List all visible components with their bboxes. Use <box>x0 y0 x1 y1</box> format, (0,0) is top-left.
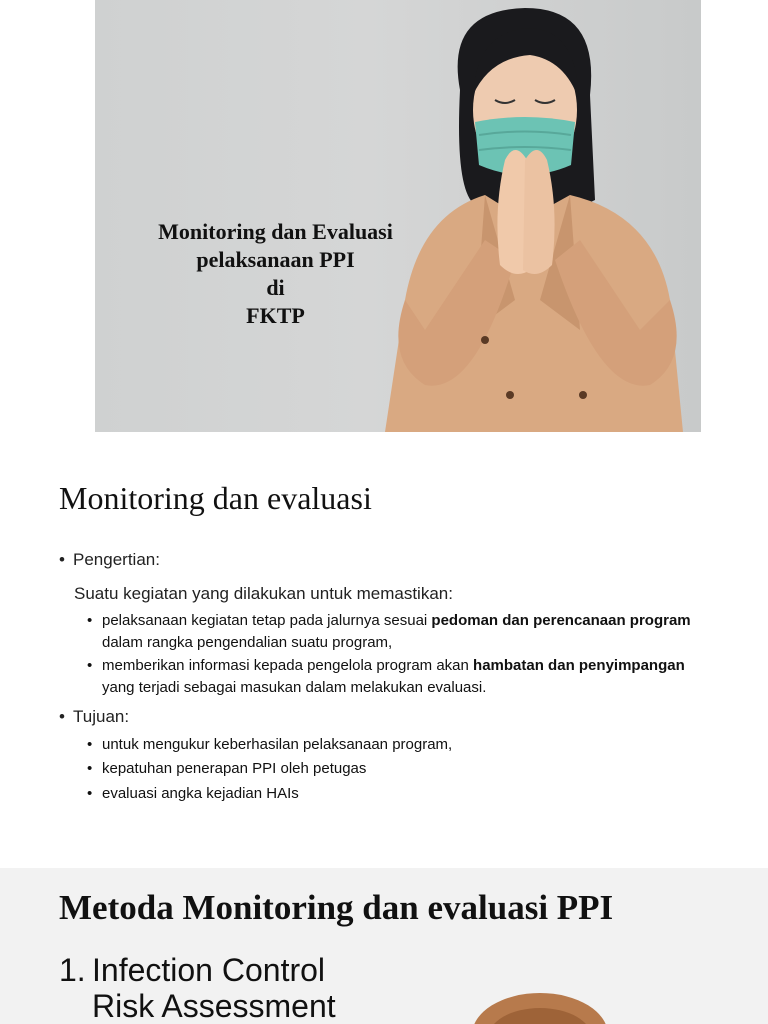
pengertian-intro: Suatu kegiatan yang dilakukan untuk memastikan: <box>74 584 453 603</box>
slide-heading: Metoda Monitoring dan evaluasi PPI <box>59 888 614 927</box>
bullet-pengertian <box>59 550 160 570</box>
sub-bullet-bold: pedoman dan perencanaan program <box>431 612 691 629</box>
title-line-2: pelaksanaan PPI <box>196 247 355 272</box>
sub-bullet <box>87 610 717 654</box>
title-line-4: FKTP <box>246 303 305 328</box>
bullet-dot-icon: • <box>87 657 93 674</box>
title-line-3: di <box>266 275 285 300</box>
sub-bullet-text: untuk mengukur keberhasilan pelaksanaan program, <box>102 736 453 753</box>
bullet-dot-icon: • <box>87 736 93 753</box>
item-line-2: Risk Assessment <box>92 988 336 1024</box>
sub-bullet-text: dalam rangka pengendalian suatu program, <box>102 634 393 651</box>
sub-bullet-text: memberikan informasi kepada pengelola program akan <box>102 657 474 674</box>
sub-bullet-text: yang terjadi sebagai masukan dalam melakukan evaluasi. <box>102 679 487 696</box>
bullet-dot-icon: • <box>87 612 93 629</box>
title-line-1: Monitoring dan Evaluasi <box>158 219 393 244</box>
bullet-label: Tujuan: <box>73 707 130 726</box>
sub-bullet-bold: hambatan dan penyimpangan <box>473 657 685 674</box>
woman-head-photo <box>440 980 640 1024</box>
sub-bullet <box>87 758 717 780</box>
bullet-dot-icon: • <box>87 785 93 802</box>
slide-monitoring <box>0 432 768 868</box>
item-number: 1. <box>59 952 86 988</box>
bullet-dot-icon: • <box>87 760 93 777</box>
sub-bullet <box>87 783 717 805</box>
woman-wearing-mask-photo <box>365 0 701 432</box>
bullet-label: Pengertian: <box>73 550 160 569</box>
sub-bullet-text: kepatuhan penerapan PPI oleh petugas <box>102 760 367 777</box>
slide-metoda <box>0 868 768 1024</box>
sub-bullet <box>87 655 717 699</box>
bullet-dot-icon: • <box>59 550 65 569</box>
sub-bullet <box>87 734 717 756</box>
sub-bullet-text: pelaksanaan kegiatan tetap pada jalurnya sesuai <box>102 612 432 629</box>
bullet-tujuan <box>59 707 129 727</box>
slide-heading: Monitoring dan evaluasi <box>59 480 372 516</box>
bullet-dot-icon: • <box>59 707 65 726</box>
sub-bullet-text: evaluasi angka kejadian HAIs <box>102 785 299 802</box>
item-line-1: Infection Control <box>92 952 326 988</box>
slide-title <box>95 0 701 432</box>
